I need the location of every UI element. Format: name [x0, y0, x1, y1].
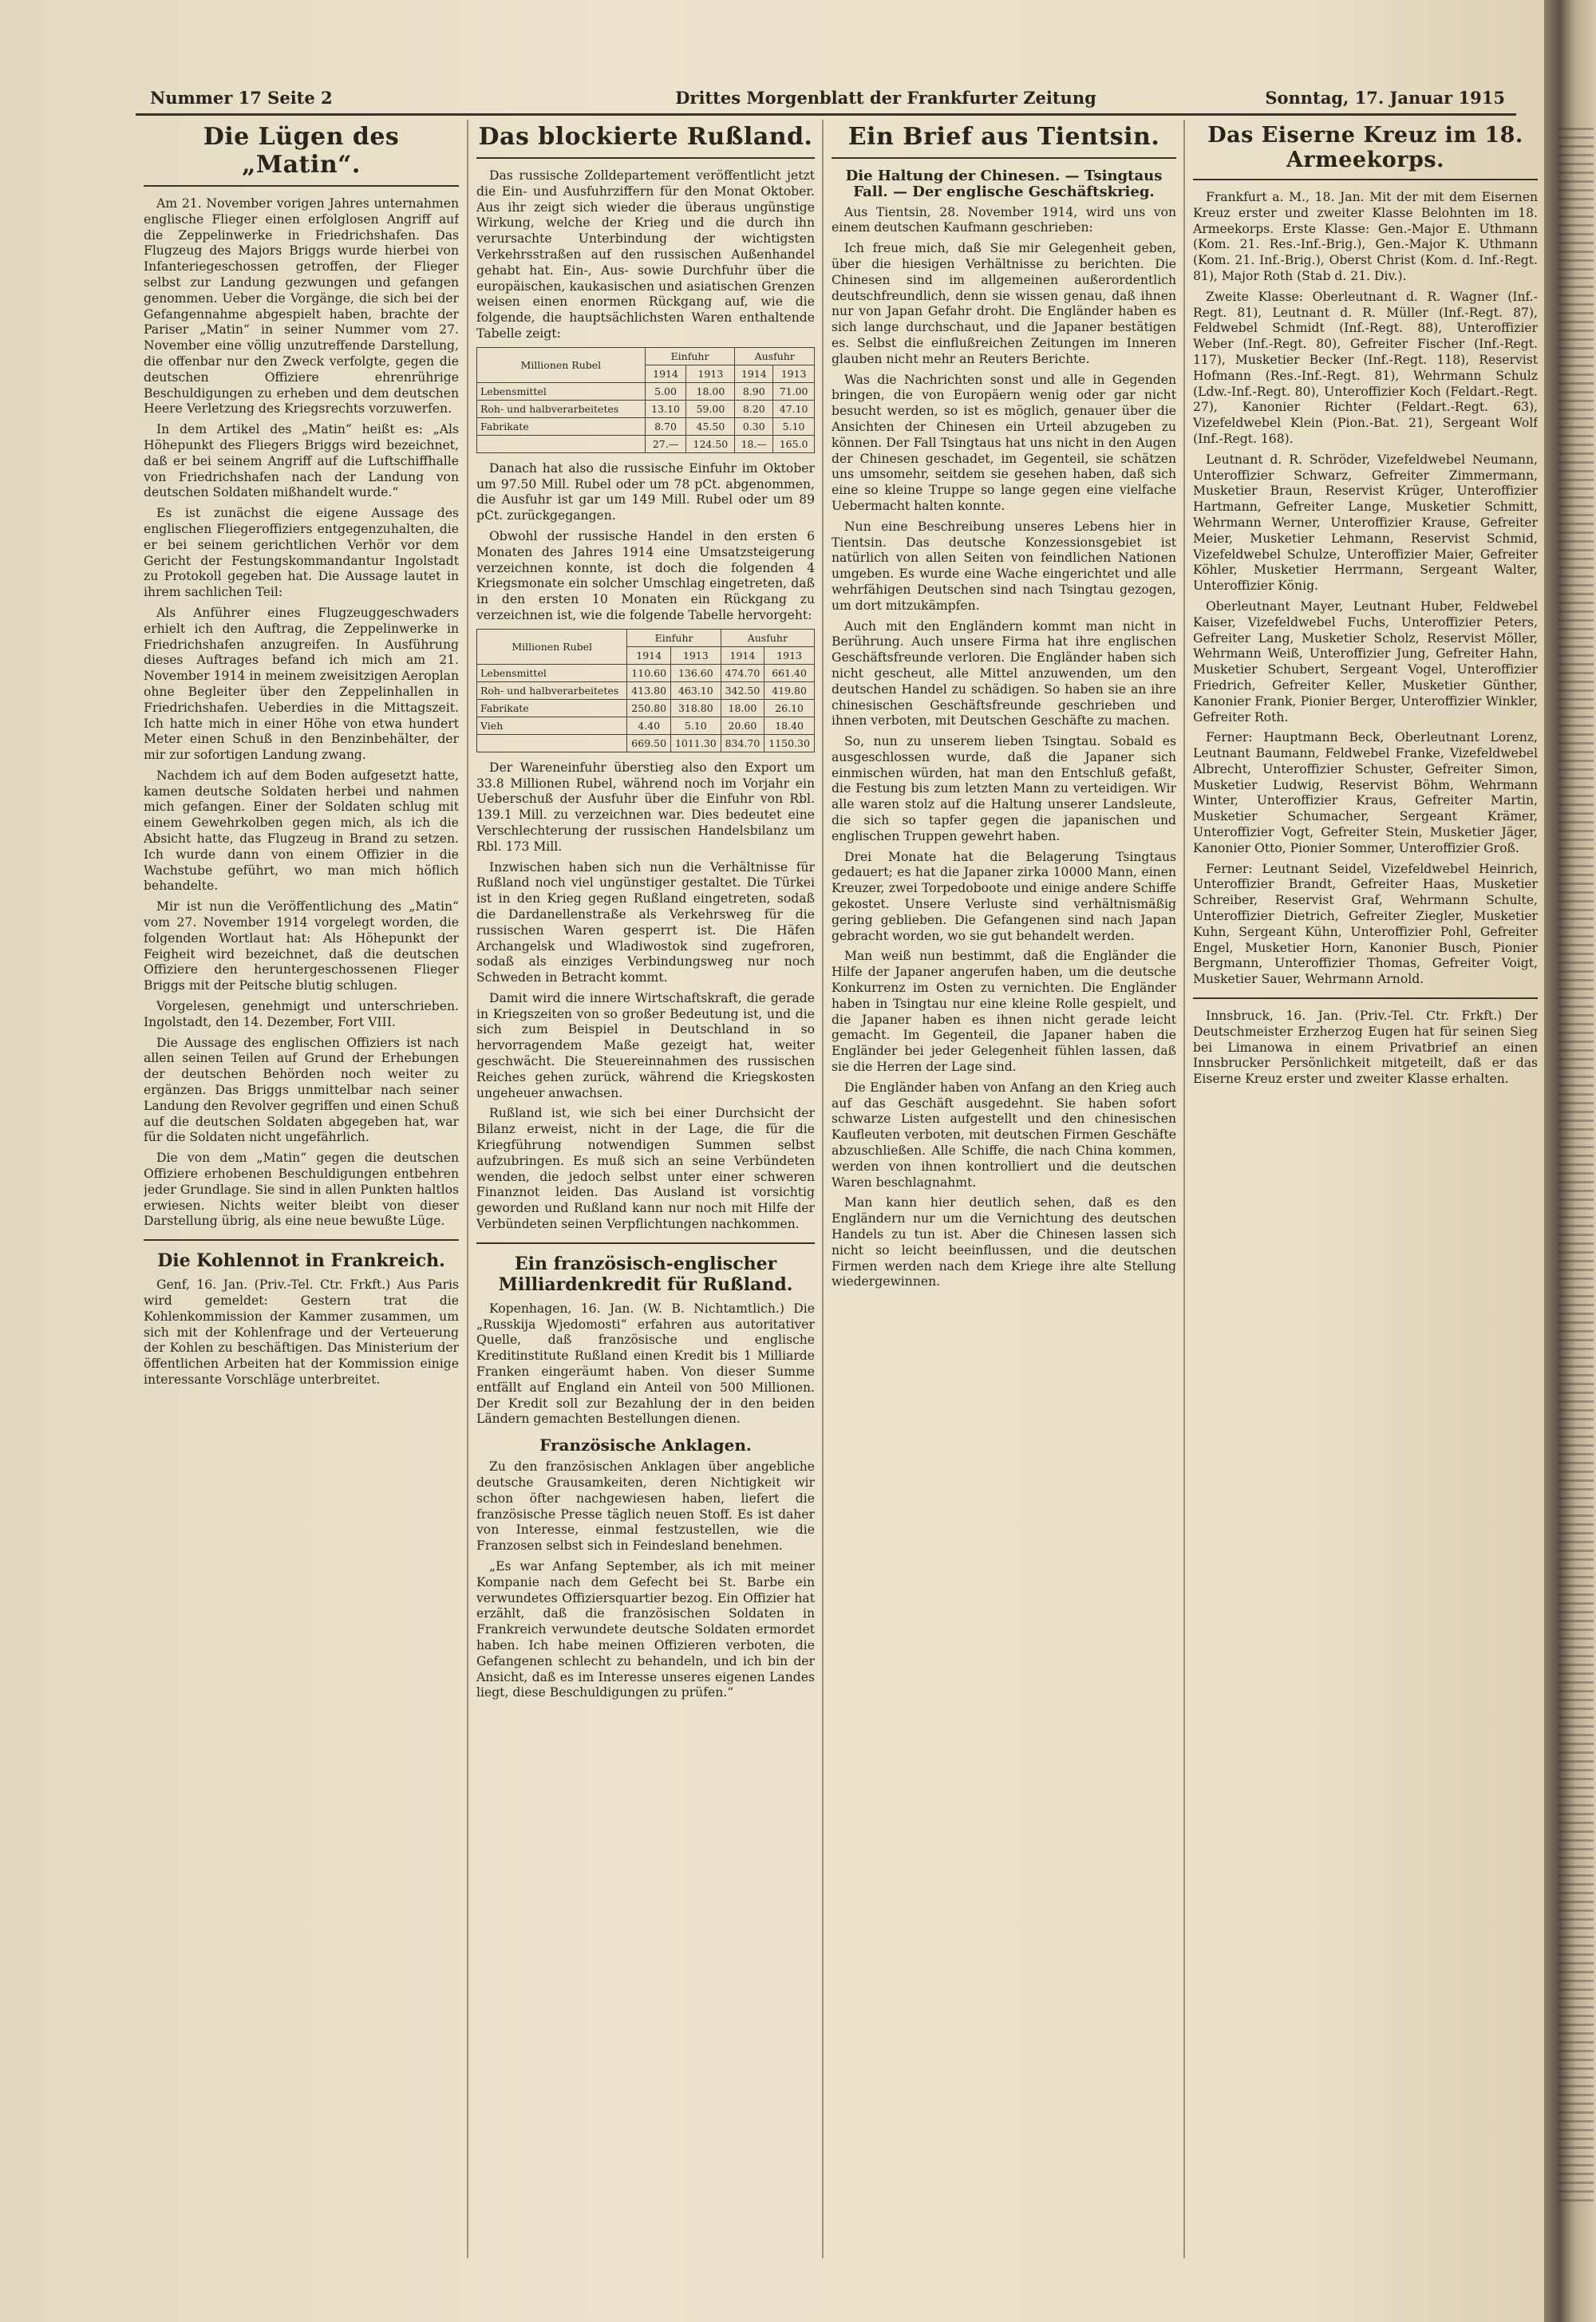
paragraph: Das russische Zolldepartement veröffentlicht jetzt die Ein- und Ausfuhrziffern für den Monat Oktober. Aus ihr zeigt sich wieder die überaus ungünstige Wirkung, welche der Krieg und die durch ihn verursachte Unterbindung der wichtigsten Verkehrsstraßen auf den russischen Außenhandel gehabt hat. Ein-, Aus- sowie Durchfuhr über die europäischen, kaukasischen und asiatischen Grenzen weisen einen enormen Rückgang auf, wie die folgende, die hauptsächlichsten Waren enthaltende Tabelle zeigt:: [476, 168, 815, 341]
table-caption: Millionen Rubel: [477, 347, 646, 382]
table-cell: 47.10: [773, 400, 815, 417]
table-year: 1913: [764, 646, 815, 664]
table-cell: 27.—: [645, 435, 686, 452]
table-header-ausfuhr: Ausfuhr: [721, 629, 814, 646]
paragraph: Inzwischen haben sich nun die Verhältnisse für Rußland noch viel ungünstiger gestaltet. Die Türkei ist in den Krieg gegen Rußland eingetreten, sodaß die Dardanellenstraße als Verkehrsweg für die russischen Waren gesperrt ist. Die Häfen Archangelsk und Wladiwostok sind zugefroren, sodaß als einziges Verbindungsweg nur noch Schweden in Betracht kommt.: [476, 859, 815, 985]
article-title-russland: Das blockierte Rußland.: [476, 123, 815, 159]
table-cell: 59.00: [686, 400, 735, 417]
table-cell: 661.40: [764, 664, 815, 681]
table-cell: 8.70: [645, 417, 686, 435]
masthead-title: Drittes Morgenblatt der Frankfurter Zeitung: [675, 88, 1096, 108]
table-cell: 136.60: [670, 664, 721, 681]
column-russland: [476, 120, 815, 2258]
table-cell: 834.70: [721, 734, 764, 752]
table-cell: 474.70: [721, 664, 764, 681]
table-cell: 8.20: [735, 400, 773, 417]
issue-date: Sonntag, 17. Januar 1915: [1265, 88, 1505, 108]
column-matin: [144, 120, 459, 2258]
paragraph: Rußland ist, wie sich bei einer Durchsicht der Bilanz erweist, nicht in der Lage, die für die Kriegführung notwendigen Summen selbst aufzubringen. Es muß sich an seine Verbündeten wenden, die jedoch selbst unter einer schweren Finanznot leiden. Das Ausland ist vorsichtig geworden und Rußland kann nur noch mit Hilfe der Verbündeten seinen Verpflichtungen nachkommen.: [476, 1106, 815, 1232]
paragraph: Mir ist nun die Veröffentlichung des „Matin“ vom 27. November 1914 vorgelegt worden, die folgenden Wortlaut hat: Als Höhepunkt der Feigheit wird bezeichnet, daß die deutschen Offiziere den heruntergeschossenen Flieger Briggs mit der Peitsche blutig schlugen.: [144, 899, 459, 993]
table-cell: 5.00: [645, 382, 686, 400]
paragraph: Der Wareneinfuhr überstieg also den Export um 33.8 Millionen Rubel, während noch im Vorjahr ein Ueberschuß der Ausfuhr über die Einfuhr von Rbl. 139.1 Mill. zu verzeichnen war. Dies bedeutet eine Verschlechterung der russischen Handelsbilanz um Rbl. 173 Mill.: [476, 760, 815, 854]
paragraph: Die von dem „Matin“ gegen die deutschen Offiziere erhobenen Beschuldigungen entbehren jeder Grundlage. Sie sind in allen Punkten haltlos erwiesen. Nichts weiter bleibt von dieser Darstellung übrig, als eine neue bewußte Lüge.: [144, 1151, 459, 1229]
table-cell: 0.30: [735, 417, 773, 435]
table-row: [477, 664, 815, 681]
page-header: [136, 81, 1516, 116]
table-cell: Lebensmittel: [477, 664, 627, 681]
table-cell: 1011.30: [670, 734, 721, 752]
paragraph: Als Anführer eines Flugzeuggeschwaders erhielt ich den Auftrag, die Zeppelinwerke in Friedrichshafen anzugreifen. In Ausführung dieses Auftrages befand ich mich am 21. November 1914 in meinem zweisitzigen Aeroplan ohne Begleiter über den Zeppelinhallen in Friedrichshafen. Ueberdies in die Mittagszeit. Ich hatte mich in einer Höhe von etwa hundert Meter einen Schuß in den Benzinbehälter, der mir zur sofortigen Landung zwang.: [144, 605, 459, 763]
table-cell: Vieh: [477, 717, 627, 734]
table-cell: 18.00: [686, 382, 735, 400]
table-row: [477, 681, 815, 699]
table-row: [477, 382, 815, 400]
paragraph: In dem Artikel des „Matin“ heißt es: „Als Höhepunkt des Fliegers Briggs wird bezeichnet, daß er bei seinem Angriff auf die Luftschiffhalle von Friedrichshafen nach der Landung von deutschen Soldaten mißhandelt wurde.“: [144, 422, 459, 500]
table-row-total: [477, 435, 815, 452]
table-cell: 4.40: [627, 717, 671, 734]
paragraph: Es ist zunächst die eigene Aussage des englischen Fliegeroffiziers entgegenzuhalten, die er bei seinem gerichtlichen Verhör vor dem Gericht der Festungskommandantur Ingolstadt zu Protokoll gegeben hat. Die Aussage lautet in ihrem sachlichen Teil:: [144, 506, 459, 600]
paragraph: Kopenhagen, 16. Jan. (W. B. Nichtamtlich.) Die „Russkija Wjedomosti“ erfahren aus autoritativer Quelle, daß französische und englische Kreditinstitute Rußland einen Kredit bis 1 Milliarde Franken eingeräumt haben. Von dieser Summe entfällt auf England ein Anteil von 500 Millionen. Der Kredit soll zur Bezahlung der in den beiden Ländern gemachten Bestellungen dienen.: [476, 1301, 815, 1427]
column-rule: [822, 120, 824, 2258]
table-row: [477, 717, 815, 734]
column-rule: [1183, 120, 1185, 2258]
table-cell: 5.10: [773, 417, 815, 435]
table-cell: 318.80: [670, 699, 721, 717]
table-cell: 124.50: [686, 435, 735, 452]
table-cell: [477, 734, 627, 752]
paragraph: Vorgelesen, genehmigt und unterschrieben. Ingolstadt, den 14. Dezember, Fort VIII.: [144, 999, 459, 1029]
table-header-einfuhr: Einfuhr: [627, 629, 721, 646]
table-cell: 250.80: [627, 699, 671, 717]
table-cell: Fabrikate: [477, 699, 627, 717]
table-header-einfuhr: Einfuhr: [645, 347, 735, 365]
table-row: [477, 400, 815, 417]
paragraph: Die Engländer haben von Anfang an den Krieg auch auf das Geschäft ausgedehnt. Sie haben sofort schwarze Listen aufgestellt und den chinesischen Kaufleuten verboten, mit deutschen Firmen Geschäfte abzuschließen. Alle Schiffe, die nach China kommen, werden von ihnen kontrolliert und die deutschen Waren beschlagnahmt.: [832, 1080, 1176, 1190]
adjacent-page-edge: [1544, 0, 1596, 2322]
paragraph: Am 21. November vorigen Jahres unternahmen englische Flieger einen erfolglosen Angriff auf die Zeppelinwerke in Friedrichshafen. Das Flugzeug des Majors Briggs wurde hierbei von Infanteriegeschossen getroffen, der Flieger selbst zur Landung gezwungen und gefangen genommen. Ueber die Vorgänge, die sich bei der Gefangennahme abgespielt haben, brachte der Pariser „Matin“ in seiner Nummer vom 27. November eine völlig unzutreffende Darstellung, die offenbar nur den Zweck verfolgte, gegen die deutschen Offiziere ehrenrührige Beschuldigungen zu erheben und dem deutschen Heere Verletzung des Kriegsrechts vorzuwerfen.: [144, 196, 459, 417]
paragraph: Genf, 16. Jan. (Priv.-Tel. Ctr. Frkft.) Aus Paris wird gemeldet: Gestern trat die Kohlenkommission der Kammer zusammen, um sich mit der Kohlenfrage und der Verteuerung der Kohlen zu beschäftigen. Das Ministerium der öffentlichen Arbeiten hat der Kommission einige interessante Vorschläge unterbreitet.: [144, 1277, 459, 1387]
paragraph: Zu den französischen Anklagen über angebliche deutsche Grausamkeiten, deren Nichtigkeit wir schon öfter nachgewiesen haben, liefert die französische Presse täglich neuen Stoff. Es ist daher von Interesse, einmal festzustellen, wie die Franzosen selbst sich in Feindesland benehmen.: [476, 1459, 815, 1554]
table-cell: 110.60: [627, 664, 671, 681]
table-cell: 342.50: [721, 681, 764, 699]
article-subtitle: Die Haltung der Chinesen. — Tsingtaus Fall. — Der englische Geschäftskrieg.: [845, 168, 1163, 200]
paragraph: Danach hat also die russische Einfuhr im Oktober um 97.50 Mill. Rubel oder um 78 pCt. abgenommen, die Ausfuhr ist gar um 149 Mill. Rubel oder um 89 pCt. zurückgegangen.: [476, 460, 815, 523]
section-divider: [144, 1239, 459, 1241]
paragraph: Drei Monate hat die Belagerung Tsingtaus gedauert; es hat die Japaner zirka 10000 Mann, einen Kreuzer, zwei Torpedoboote und einige andere Schiffe gekostet. Unsere Verluste sind verhältnismäßig gering geblieben. Die Gefangenen sind nach Japan gebracht worden, wo sie gut behandelt werden.: [832, 849, 1176, 943]
paragraph: Nachdem ich auf dem Boden aufgesetzt hatte, kamen deutsche Soldaten herbei und nahmen mich gefangen. Einer der Soldaten schlug mit einem Gewehrkolben gegen mich, als ich die Absicht hatte, das Flugzeug in Brand zu setzen. Ich wurde dann von einem Offizier in die Wachstube geführt, wo man mich höflich behandelte.: [144, 768, 459, 894]
table-cell: 18.00: [721, 699, 764, 717]
table-cell: 20.60: [721, 717, 764, 734]
table-row: [477, 417, 815, 435]
table-caption: Millionen Rubel: [477, 629, 627, 664]
paragraph: Ferner: Hauptmann Beck, Oberleutnant Lorenz, Leutnant Baumann, Feldwebel Franke, Vizefeldwebel Albrecht, Unteroffizier Schuster, Gefreiter Simon, Musketier Ludwig, Reservist Böhm, Wehrmann Winter, Unteroffizier Kraus, Gefreiter Martin, Musketier Schumacher, Sergeant Krämer, Unteroffizier Vogt, Gefreiter Stein, Musketier Jäger, Kanonier Otto, Pionier Sommer, Unteroffizier Groß.: [1193, 730, 1538, 855]
table-cell: 45.50: [686, 417, 735, 435]
section-divider: [1193, 997, 1538, 999]
article-title-matin: Die Lügen des „Matin“.: [144, 123, 459, 187]
paragraph: Man kann hier deutlich sehen, daß es den Engländern nur um die Vernichtung des deutschen Handels zu tun ist. Aber die Chinesen lassen sich nicht so leicht beeinflussen, und die deutschen Firmen werden nach dem Kriege ihre alte Stellung wiedergewinnen.: [832, 1195, 1176, 1289]
paragraph: Obwohl der russische Handel in den ersten 6 Monaten des Jahres 1914 eine Umsatzsteigerung verzeichnen konnte, ist doch die folgenden 4 Kriegsmonate ein solcher Umschlag eingetreten, daß in den ersten 10 Monaten ein Rückgang zu verzeichnen ist, wie die folgende Tabelle hervorgeht:: [476, 528, 815, 622]
table-cell: 71.00: [773, 382, 815, 400]
table-cell: Fabrikate: [477, 417, 646, 435]
paragraph: Ich freue mich, daß Sie mir Gelegenheit geben, über die hiesigen Verhältnisse zu berichten. Die Chinesen sind im allgemeinen außerordentlich deutschfreundlich, denn sie wissen genau, daß ihnen nur von Japan Gefahr droht. Die Engländer haben es sich lange durchschaut, und die Japaner bestätigen es. Selbst die einflußreichen Zeitungen im Inneren glauben nicht mehr an Reuters Berichte.: [832, 241, 1176, 366]
paragraph: Die Aussage des englischen Offiziers ist nach allen seinen Teilen auf Grund der Erhebungen der deutschen Behörden noch weiter zu ergänzen. Das Briggs unmittelbar nach seiner Landung den Revolver gegriffen und einen Schuß auf die deutschen Soldaten abgegeben hat, war für die Soldaten nicht ungefährlich.: [144, 1035, 459, 1145]
table-cell: 26.10: [764, 699, 815, 717]
table-cell: Lebensmittel: [477, 382, 646, 400]
table-header-ausfuhr: Ausfuhr: [735, 347, 815, 365]
article-title-kohlennot: Die Kohlennot in Frankreich.: [157, 1250, 445, 1272]
article-title-eisernes-kreuz: Das Eiserne Kreuz im 18. Armeekorps.: [1193, 123, 1538, 180]
table-year: 1913: [670, 646, 721, 664]
column-eisernes-kreuz: [1193, 120, 1538, 2258]
table-cell: 18.—: [735, 435, 773, 452]
paragraph: Damit wird die innere Wirtschaftskraft, die gerade in Kriegszeiten von so großer Bedeutung ist, und die sich zum Beispiel in Deutschland in so hervorragendem Maße gezeigt hat, weiter geschwächt. Die Steuereinnahmen des russischen Reiches gehen zurück, während die Kriegskosten ungeheuer anwachsen.: [476, 990, 815, 1100]
paragraph: Man weiß nun bestimmt, daß die Engländer die Hilfe der Japaner angerufen haben, um die deutsche Konkurrenz im Osten zu vernichten. Die Engländer haben in Tsingtau nur eine kleine Rolle gespielt, und die Japaner haben es ihnen nicht gerade leicht gemacht. Im Gegenteil, die Japaner haben die Engländer bei jeder Gelegenheit fühlen lassen, daß sie die Herren der Lage sind.: [832, 949, 1176, 1075]
article-title-tientsin: Ein Brief aus Tientsin.: [832, 123, 1176, 159]
article-title-milliardenkredit: Ein französisch-englischer Milliardenkredit für Rußland.: [498, 1253, 793, 1295]
paragraph: Frankfurt a. M., 18. Jan. Mit der mit dem Eisernen Kreuz erster und zweiter Klasse Belohnten im 18. Armeekorps. Erste Klasse: Gen.-Major E. Uthmann (Kom. 21. Res.-Inf.-Brig.), Gen.-Major K. Uthmann (Kom. 21. Inf.-Brig.), Oberst Christ (Kom. d. Inf.-Regt. 81), Major Roth (Stab d. 21. Div.).: [1193, 190, 1538, 283]
table-cell: 18.40: [764, 717, 815, 734]
trade-table-october: [476, 347, 815, 453]
table-cell: Roh- und halbverarbeitetes: [477, 681, 627, 699]
paragraph: Nun eine Beschreibung unseres Lebens hier in Tientsin. Das deutsche Konzessionsgebiet ist natürlich von allen Seiten von feindlichen Nationen umgeben. Es wurde eine Wache eingerichtet und alle wehrfähigen Deutschen sind nach Tsingtau gezogen, um dort mitzukämpfen.: [832, 519, 1176, 613]
paragraph: Oberleutnant Mayer, Leutnant Huber, Feldwebel Kaiser, Vizefeldwebel Fuchs, Unteroffizier Peters, Gefreiter Lang, Musketier Scholz, Reservist Möller, Wehrmann Weiß, Unteroffizier Jung, Gefreiter Hahn, Musketier Schubert, Sergeant Vogel, Unteroffizier Friedrich, Gefreiter Keller, Musketier Günther, Kanonier Frank, Pionier Berger, Unteroffizier Winkler, Gefreiter Roth.: [1193, 598, 1538, 725]
paragraph: So, nun zu unserem lieben Tsingtau. Sobald es ausgeschlossen wurde, daß die Japaner sich einmischen würden, hat man den Entschluß gefaßt, die Festung bis zum letzten Mann zu verteidigen. Wir alle waren stolz auf die Haltung unserer Landsleute, die sich so tapfer gegen die japanischen und englischen Truppen gewehrt haben.: [832, 734, 1176, 843]
table-cell: 165.0: [773, 435, 815, 452]
table-cell: 669.50: [627, 734, 671, 752]
paragraph: Leutnant d. R. Schröder, Vizefeldwebel Neumann, Unteroffizier Schwarz, Gefreiter Zimmermann, Musketier Braun, Reservist Krüger, Unteroffizier Hartmann, Gefreiter Lange, Musketier Schmitt, Wehrmann Werner, Unteroffizier Krause, Gefreiter Meier, Musketier Lehmann, Reservist Schmid, Vizefeldwebel Schulze, Unteroffizier Maier, Gefreiter Köhler, Musketier Herrmann, Sergeant Walter, Unteroffizier König.: [1193, 452, 1538, 594]
article-title-anklagen: Französische Anklagen.: [539, 1435, 752, 1455]
table-year: 1914: [721, 646, 764, 664]
paragraph: Ferner: Leutnant Seidel, Vizefeldwebel Heinrich, Unteroffizier Brandt, Gefreiter Haas, Musketier Schreiber, Reservist Graf, Wehrmann Schulte, Unteroffizier Dietrich, Gefreiter Ziegler, Musketier Kuhn, Sergeant Kühn, Unteroffizier Pohl, Gefreiter Engel, Musketier Horn, Kanonier Busch, Pionier Bergmann, Unteroffizier Thomas, Gefreiter Voigt, Musketier Sauer, Wehrmann Arnold.: [1193, 861, 1538, 987]
paragraph: Auch mit den Engländern kommt man nicht in Berührung. Auch unsere Firma hat ihre englischen Geschäftsfreunde verloren. Die Engländer haben sich nicht gescheut, alle Mittel anzuwenden, um den deutschen Handel zu schädigen. So haben sie an ihre chinesischen Geschäftsfreunde geschrieben und ihnen verboten, mit Deutschen Geschäfte zu machen.: [832, 618, 1176, 729]
table-row: [477, 699, 815, 717]
table-cell: 5.10: [670, 717, 721, 734]
table-year: 1914: [627, 646, 671, 664]
table-cell: [477, 435, 646, 452]
table-year: 1913: [686, 365, 735, 382]
adjacent-page-text: [1558, 128, 1594, 2202]
trade-table-ten-months: [476, 629, 815, 752]
table-cell: 13.10: [645, 400, 686, 417]
issue-number: Nummer 17 Seite 2: [150, 88, 333, 108]
paragraph: Zweite Klasse: Oberleutnant d. R. Wagner (Inf.-Regt. 81), Leutnant d. R. Müller (Inf.-Regt. 87), Feldwebel Schmidt (Inf.-Regt. 88), Unteroffizier Weber (Inf.-Regt. 80), Gefreiter Fischer (Inf.-Regt. 117), Musketier Becker (Inf.-Regt. 118), Reservist Hofmann (Res.-Inf.-Regt. 81), Wehrmann Schulz (Ldw.-Inf.-Regt. 80), Unteroffizier Koch (Feldart.-Regt. 27), Kanonier Richter (Feldart.-Regt. 63), Vizefeldwebel Klein (Pion.-Bat. 21), Sergeant Wolf (Inf.-Regt. 168).: [1193, 289, 1538, 446]
table-year: 1913: [773, 365, 815, 382]
table-cell: 419.80: [764, 681, 815, 699]
paragraph: Innsbruck, 16. Jan. (Priv.-Tel. Ctr. Frkft.) Der Deutschmeister Erzherzog Eugen hat für seinen Sieg bei Limanowa in einem Privatbrief an einen Innsbrucker Persönlichkeit mitgeteilt, daß er das Eiserne Kreuz erster und zweiter Klasse erhalten.: [1193, 1009, 1538, 1087]
paragraph: Aus Tientsin, 28. November 1914, wird uns von einem deutschen Kaufmann geschrieben:: [832, 204, 1176, 235]
paragraph: Was die Nachrichten sonst und alle in Gegenden bringen, die von Europäern wenig oder gar nicht besucht werden, so ist es möglich, genauer über die Ansichten der Chinesen ein Urteil abzugeben zu können. Der Fall Tsingtaus hat uns nicht in den Augen der Chinesen geschadet, im Gegenteil, sie schätzen uns umsomehr, seitdem sie gesehen haben, daß sich eine so kleine Truppe so lange gegen eine vielfache Uebermacht halten konnte.: [832, 372, 1176, 513]
column-tientsin: [832, 120, 1176, 2258]
table-year: 1914: [645, 365, 686, 382]
table-row-total: [477, 734, 815, 752]
table-year: 1914: [735, 365, 773, 382]
column-rule: [467, 120, 468, 2258]
table-cell: 8.90: [735, 382, 773, 400]
table-cell: 413.80: [627, 681, 671, 699]
table-cell: Roh- und halbverarbeitetes: [477, 400, 646, 417]
section-divider: [476, 1242, 815, 1244]
paragraph: „Es war Anfang September, als ich mit meiner Kompanie nach dem Gefecht bei St. Barbe ein verwundetes Offiziersquartier bezog. Ein Offizier hat erzählt, daß die französischen Soldaten in Frankreich verwundete deutsche Soldaten ermordet haben. Ich habe meinen Offizieren verboten, die Gefangenen schlecht zu behandeln, und ich bin der Ansicht, daß es im Interesse unseres eigenen Landes liegt, diese Beschuldigungen zu prüfen.“: [476, 1559, 815, 1700]
table-cell: 463.10: [670, 681, 721, 699]
table-cell: 1150.30: [764, 734, 815, 752]
